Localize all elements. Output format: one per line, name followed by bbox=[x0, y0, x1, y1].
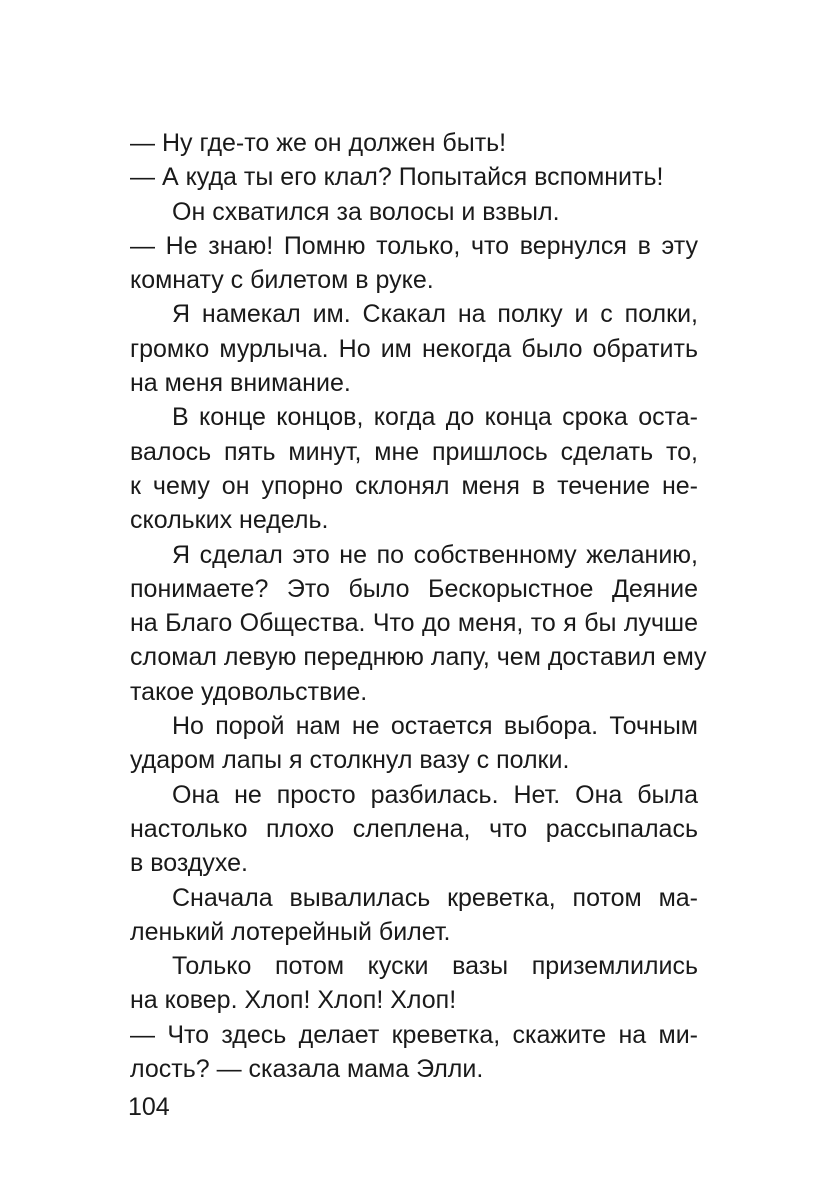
text-line: на меня внимание. bbox=[130, 369, 351, 398]
text-line: настолько плохо слеплена, что рассыпалась bbox=[130, 814, 698, 843]
text-line: комнату с билетом в руке. bbox=[130, 266, 434, 295]
text-line: громко мурлыча. Но им некогда было обратить bbox=[130, 334, 698, 363]
text-line: валось пять минут, мне пришлось сделать то, bbox=[130, 437, 698, 466]
text-line: В конце концов, когда до конца срока оста- bbox=[172, 403, 698, 432]
text-line: лость? — сказала мама Элли. bbox=[130, 1055, 484, 1084]
text-line: понимаете? Это было Бескорыстное Деяние bbox=[130, 574, 698, 603]
text-line: Но порой нам не остается выбора. Точным bbox=[172, 712, 698, 741]
text-line: Он схватился за волосы и взвыл. bbox=[172, 197, 560, 226]
text-line: — Ну где-то же он должен быть! bbox=[130, 129, 507, 157]
text-line: на Благо Общества. Что до меня, то я бы лучше bbox=[130, 609, 698, 638]
text-line: ударом лапы я столкнул вазу с полки. bbox=[130, 746, 570, 775]
text-line: скольких недель. bbox=[130, 506, 329, 535]
text-line: к чему он упорно склонял меня в течение не- bbox=[130, 471, 698, 500]
text-line: — А куда ты его клал? Попытайся вспомнить! bbox=[130, 163, 664, 192]
text-line: Я сделал это не по собственному желанию, bbox=[172, 540, 698, 569]
text-line: сломал левую переднюю лапу, чем доставил ему bbox=[130, 643, 707, 672]
text-line: ленький лотерейный билет. bbox=[130, 917, 451, 946]
text-line: в воздухе. bbox=[130, 849, 248, 878]
text-line: Только потом куски вазы приземлились bbox=[172, 952, 698, 981]
text-line: Сначала вывалилась креветка, потом ма- bbox=[172, 883, 698, 912]
text-line: такое удовольствие. bbox=[130, 677, 368, 706]
page-body-text bbox=[130, 126, 707, 1086]
text-line: — Что здесь делает креветка, скажите на ми- bbox=[130, 1020, 698, 1049]
text-line: на ковер. Хлоп! Хлоп! Хлоп! bbox=[130, 986, 457, 1015]
page-number: 104 bbox=[128, 1093, 170, 1121]
text-line: Она не просто разбилась. Нет. Она была bbox=[172, 780, 698, 809]
text-line: Я намекал им. Скакал на полку и с полки, bbox=[172, 300, 698, 329]
text-line: — Не знаю! Помню только, что вернулся в эту bbox=[130, 231, 698, 260]
